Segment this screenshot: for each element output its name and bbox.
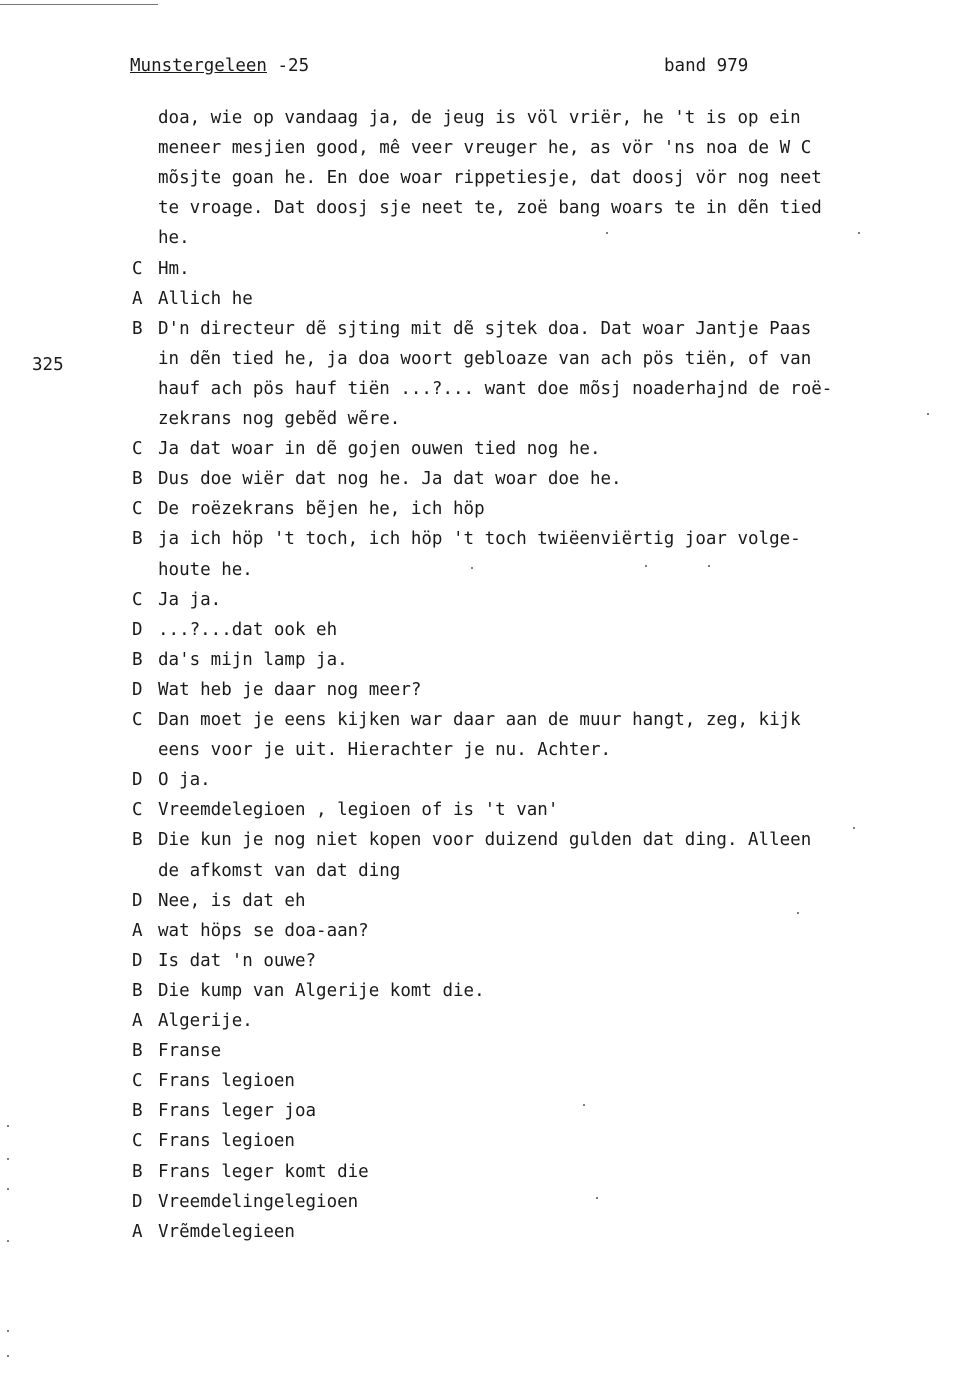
transcript-line: wat höps se doa-aan?: [158, 921, 369, 941]
transcript-line: in dẽn tied he, ja doa woort gebloaze van ach pös tiën, of van: [158, 349, 812, 369]
speaker-label: A: [132, 1222, 143, 1242]
paper-speck: [606, 232, 608, 234]
transcript-line: Vrẽmdelegieen: [158, 1222, 295, 1242]
paper-speck: [853, 827, 855, 829]
transcript-line: meneer mesjien good, mê veer vreuger he, as vör 'ns noa de W C: [158, 138, 812, 158]
transcript-line: Frans leger komt die: [158, 1162, 369, 1182]
paper-speck: [708, 565, 710, 567]
speaker-label: B: [132, 1101, 143, 1121]
speaker-label: D: [132, 1192, 143, 1212]
paper-speck: [7, 1188, 9, 1190]
transcript-line: D'n directeur dẽ sjting mit dẽ sjtek doa. Dat woar Jantje Paas: [158, 319, 812, 339]
speaker-label: C: [132, 1071, 143, 1091]
speaker-label: B: [132, 469, 143, 489]
speaker-label: C: [132, 259, 143, 279]
speaker-label: D: [132, 680, 143, 700]
paper-speck: [7, 1158, 9, 1160]
speaker-label: D: [132, 620, 143, 640]
speaker-label: C: [132, 710, 143, 730]
speaker-label: C: [132, 590, 143, 610]
paper-speck: [927, 413, 929, 415]
top-rule: [0, 4, 158, 5]
margin-counter: 325: [32, 355, 64, 375]
paper-speck: [471, 567, 473, 569]
speaker-label: B: [132, 319, 143, 339]
transcript-line: De roëzekrans bẽjen he, ich höp: [158, 499, 485, 519]
transcript-line: Vreemdelegioen , legioen of is 't van': [158, 800, 559, 820]
speaker-label: C: [132, 1131, 143, 1151]
transcript-line: da's mijn lamp ja.: [158, 650, 348, 670]
speaker-label: C: [132, 800, 143, 820]
speaker-label: B: [132, 981, 143, 1001]
paper-speck: [7, 1240, 9, 1242]
transcript-line: Ja dat woar in dẽ gojen ouwen tied nog he.: [158, 439, 601, 459]
speaker-label: D: [132, 951, 143, 971]
transcript-line: Hm.: [158, 259, 190, 279]
speaker-label: A: [132, 1011, 143, 1031]
transcript-line: mõsjte goan he. En doe woar rippetiesje, dat doosj vör nog neet: [158, 168, 822, 188]
transcript-line: houte he.: [158, 560, 253, 580]
page-header-left: [130, 56, 309, 76]
transcript-line: Ja ja.: [158, 590, 222, 610]
transcript-line: zekrans nog gebẽd wẽre.: [158, 409, 401, 429]
transcript-line: Vreemdelingelegioen: [158, 1192, 359, 1212]
paper-speck: [645, 565, 647, 567]
transcript-line: ...?...dat ook eh: [158, 620, 338, 640]
paper-speck: [797, 912, 799, 914]
transcript-line: Franse: [158, 1041, 222, 1061]
transcript-line: Nee, is dat eh: [158, 891, 306, 911]
band-number: band 979: [664, 56, 749, 76]
place-name: Munstergeleen: [130, 56, 267, 76]
transcript-line: doa, wie op vandaag ja, de jeug is völ vriër, he 't is op ein: [158, 108, 801, 128]
transcript-line: Frans legioen: [158, 1071, 295, 1091]
speaker-label: B: [132, 1041, 143, 1061]
transcript-line: Die kun je nog niet kopen voor duizend gulden dat ding. Alleen: [158, 830, 812, 850]
paper-speck: [583, 1104, 585, 1106]
transcript-line: hauf ach pös hauf tiën ...?... want doe mõsj noaderhajnd de roë-: [158, 379, 833, 399]
speaker-label: A: [132, 289, 143, 309]
transcript-line: ja ich höp 't toch, ich höp 't toch twiëenviërtig joar volge-: [158, 529, 801, 549]
transcript-line: Dan moet je eens kijken war daar aan de muur hangt, zeg, kijk: [158, 710, 801, 730]
paper-speck: [7, 1330, 9, 1332]
paper-speck: [858, 232, 860, 234]
speaker-label: C: [132, 499, 143, 519]
transcript-line: Frans legioen: [158, 1131, 295, 1151]
speaker-label: D: [132, 770, 143, 790]
transcript-line: Dus doe wiër dat nog he. Ja dat woar doe he.: [158, 469, 622, 489]
paper-speck: [7, 1125, 9, 1127]
transcript-line: Die kump van Algerije komt die.: [158, 981, 485, 1001]
transcript-line: te vroage. Dat doosj sje neet te, zoë bang woars te in dẽn tied: [158, 198, 822, 218]
transcript-line: O ja.: [158, 770, 211, 790]
speaker-label: D: [132, 891, 143, 911]
speaker-label: A: [132, 921, 143, 941]
transcript-line: Frans leger joa: [158, 1101, 317, 1121]
transcript-line: eens voor je uit. Hierachter je nu. Achter.: [158, 740, 612, 760]
transcript-line: Wat heb je daar nog meer?: [158, 680, 422, 700]
transcript-line: Algerije.: [158, 1011, 253, 1031]
speaker-label: B: [132, 1162, 143, 1182]
page-number: -25: [277, 56, 310, 76]
speaker-label: C: [132, 439, 143, 459]
speaker-label: B: [132, 529, 143, 549]
transcript-line: Allich he: [158, 289, 253, 309]
speaker-label: B: [132, 650, 143, 670]
transcript-line: he.: [158, 228, 190, 248]
transcript-line: de afkomst van dat ding: [158, 861, 401, 881]
paper-speck: [7, 1355, 9, 1357]
paper-speck: [596, 1197, 598, 1199]
speaker-label: B: [132, 830, 143, 850]
transcript-line: Is dat 'n ouwe?: [158, 951, 317, 971]
